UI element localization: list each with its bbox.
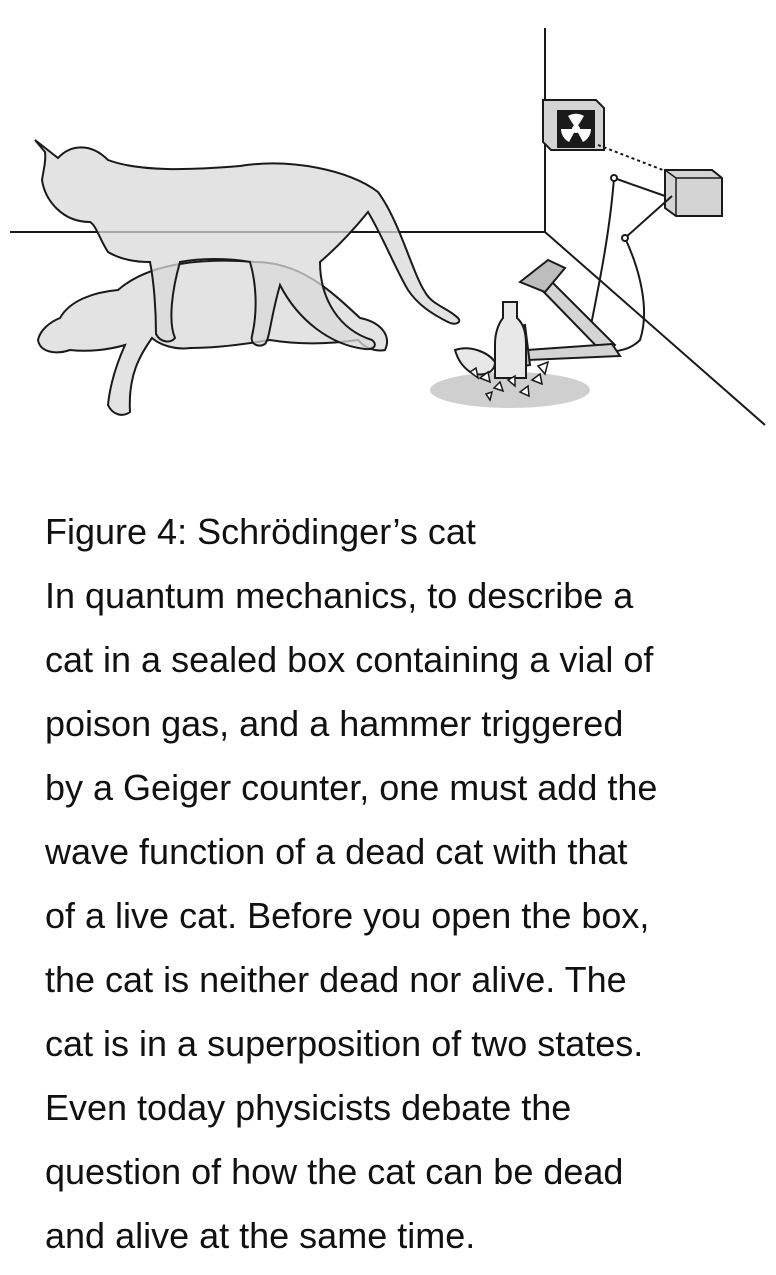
caption-line: cat is in a superposition of two states.	[45, 1023, 644, 1064]
radiation-beam	[598, 145, 668, 172]
figure-caption	[45, 500, 745, 1268]
schrodinger-cat-illustration	[0, 0, 776, 450]
caption-line: of a live cat. Before you open the box,	[45, 895, 650, 936]
caption-line: In quantum mechanics, to describe a	[45, 575, 634, 616]
caption-line: cat in a sealed box containing a vial of	[45, 639, 654, 680]
caption-line: Even today physicists debate the	[45, 1087, 572, 1128]
figure-description	[45, 564, 745, 1268]
radiation-source-icon	[543, 100, 604, 150]
figure-title: Figure 4: Schrödinger’s cat	[45, 511, 476, 552]
caption-line: poison gas, and a hammer triggered	[45, 703, 624, 744]
poison-vial-icon	[455, 302, 526, 378]
caption-line: question of how the cat can be dead	[45, 1151, 624, 1192]
caption-line: by a Geiger counter, one must add the	[45, 767, 658, 808]
caption-line: the cat is neither dead nor alive. The	[45, 959, 627, 1000]
caption-line: and alive at the same time.	[45, 1215, 476, 1256]
caption-line: wave function of a dead cat with that	[45, 831, 628, 872]
geiger-counter-icon	[665, 170, 722, 216]
trigger-linkage	[590, 175, 672, 352]
